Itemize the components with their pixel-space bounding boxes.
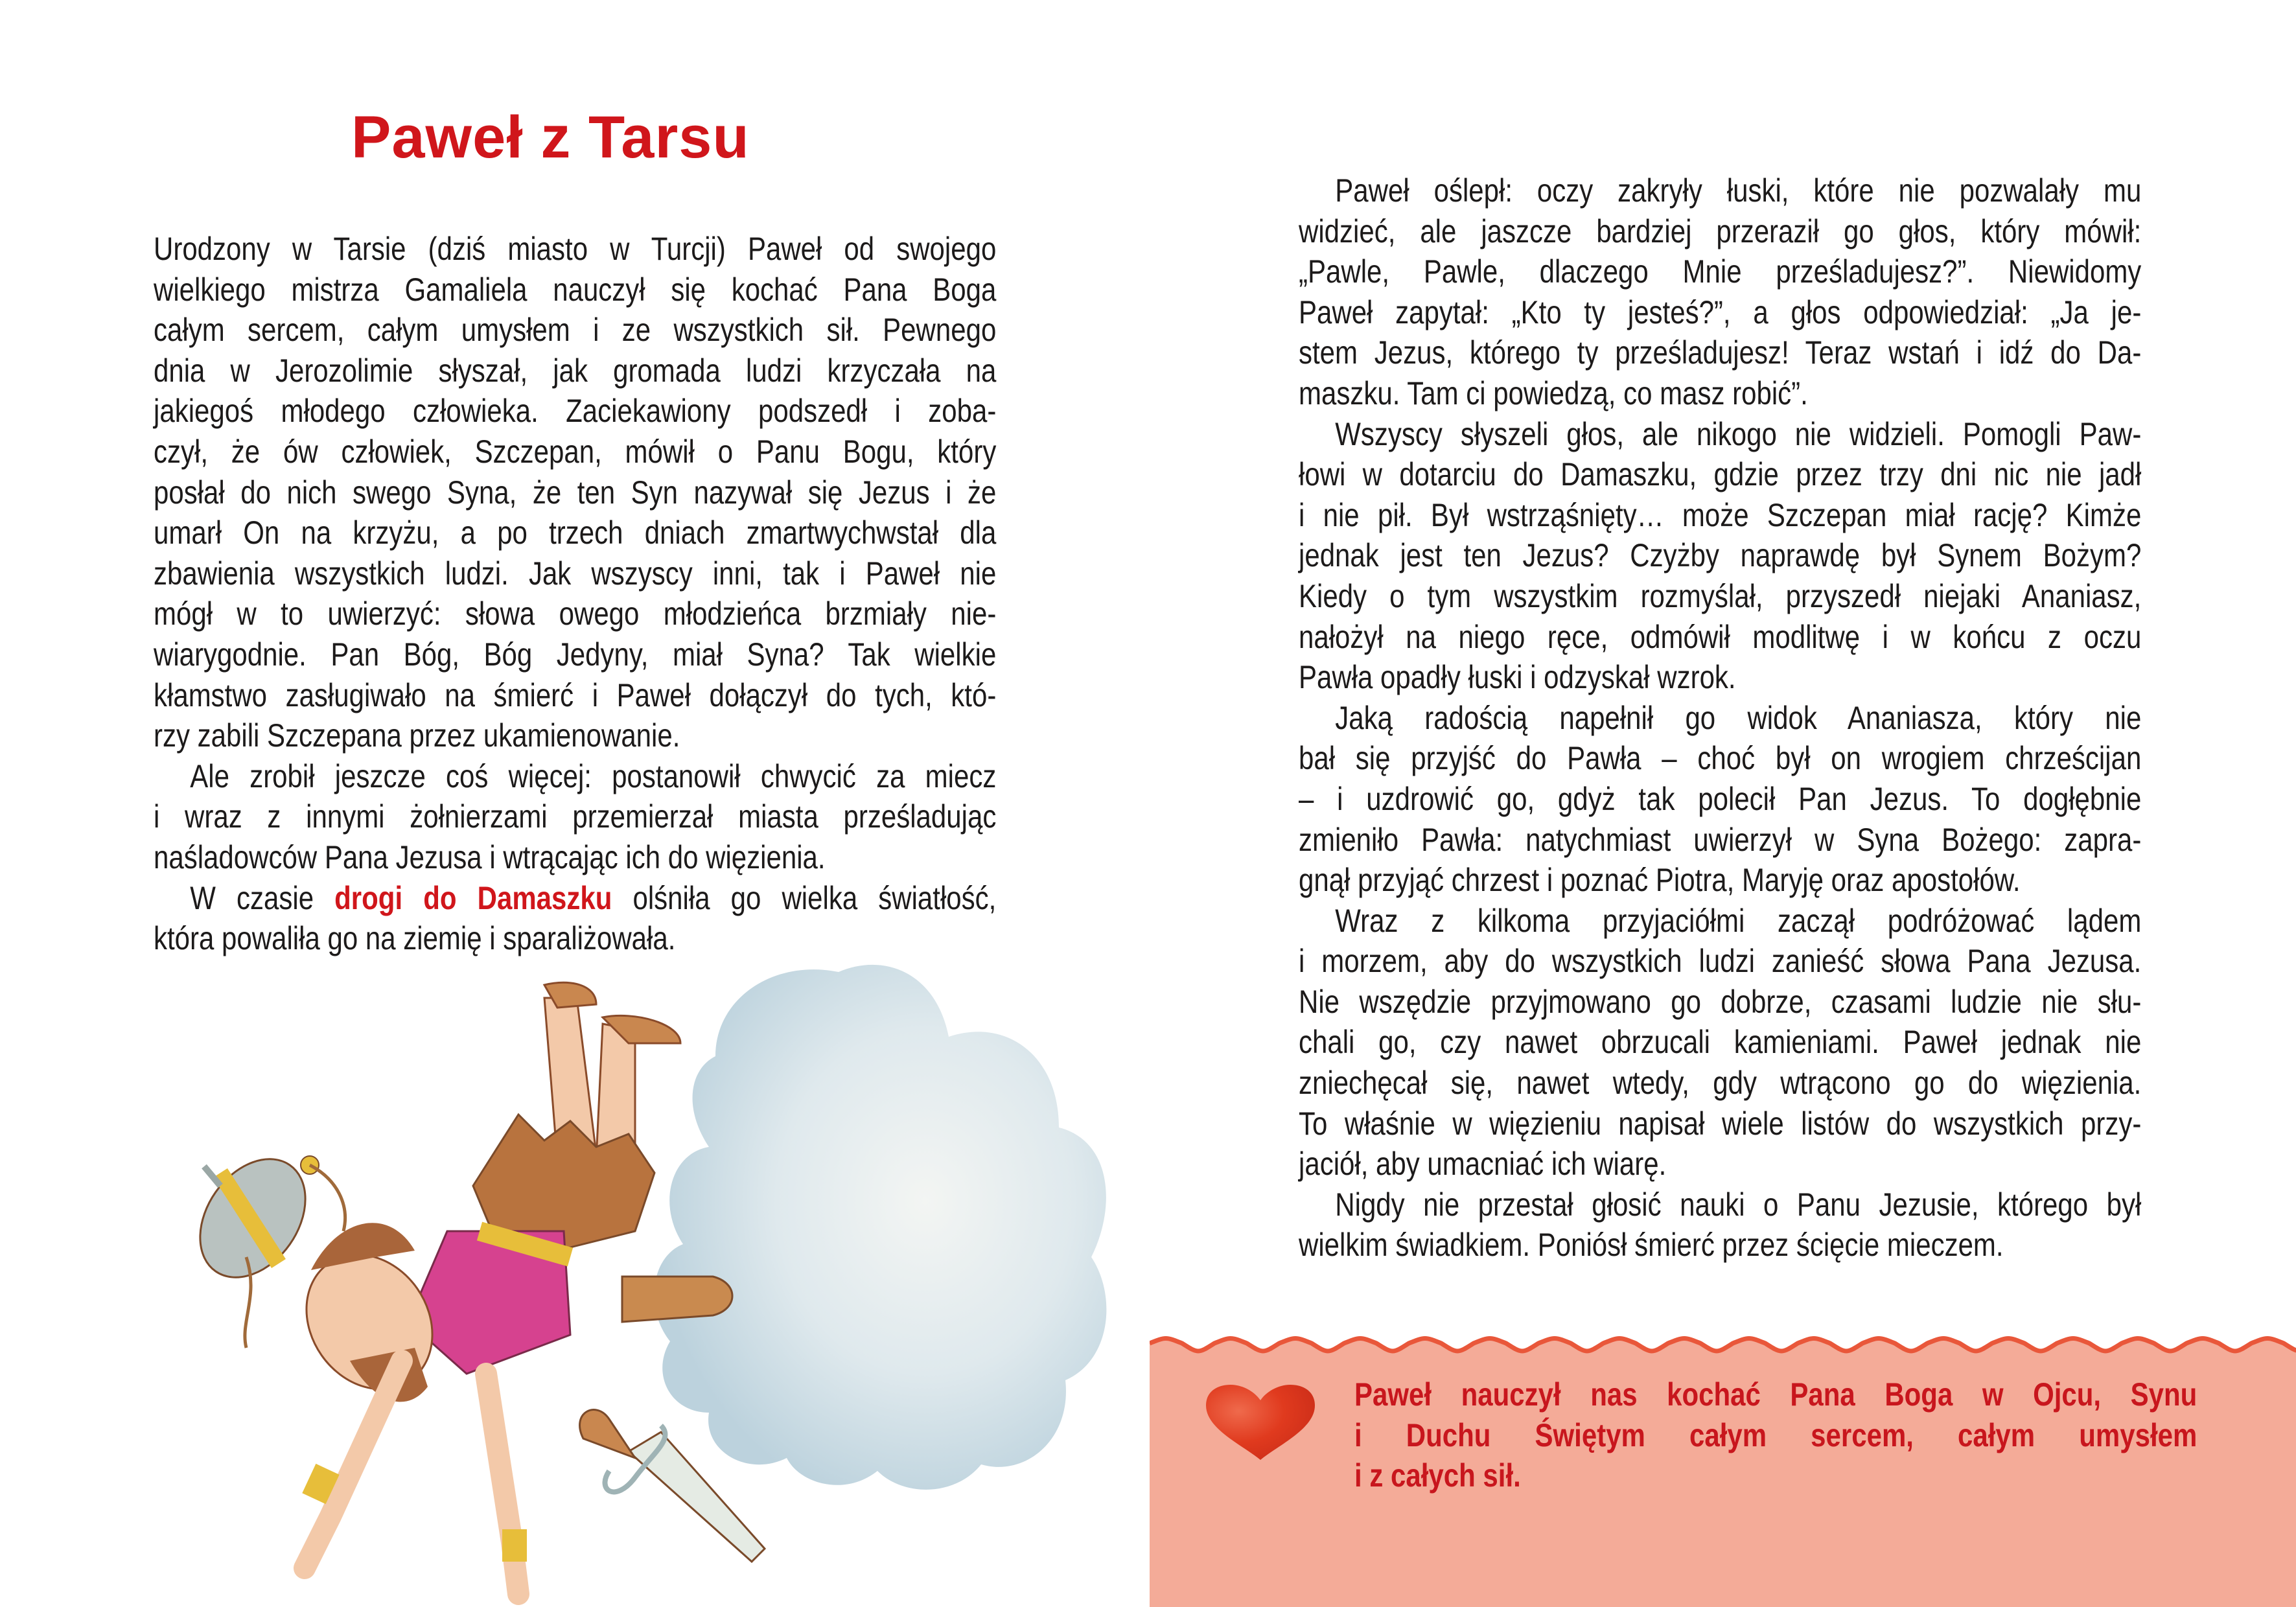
text-line: zniechęcał się, nawet wtedy, gdy wtrącono go do więzienia. bbox=[1299, 1065, 2142, 1102]
text-line: całym sercem, całym umysłem i ze wszystkich sił. Pewnego bbox=[154, 312, 997, 349]
text-line: Pawła opadły łuski i odzyskał wzrok. bbox=[1299, 659, 1736, 696]
text-line: bał się przyjść do Pawła – choć był on wrogiem chrześcijan bbox=[1299, 740, 2142, 777]
sword-icon bbox=[580, 1410, 765, 1562]
text-line: Urodzony w Tarsie (dziś miasto w Turcji) Paweł od swojego bbox=[154, 231, 997, 267]
falling-paul-illustration bbox=[181, 959, 1024, 1607]
text-line: mógł w to uwierzyć: słowa owego młodzieńca brzmiały nie- bbox=[154, 595, 997, 632]
callout-line: Paweł nauczył nas kochać Pana Boga w Ojcu, Synu bbox=[1354, 1376, 2197, 1413]
text-line: Wraz z kilkoma przyjaciółmi zaczął podróżować lądem bbox=[1335, 902, 2142, 939]
text-line: Nigdy nie przestał głosić nauki o Panu Jezusie, którego był bbox=[1335, 1186, 2142, 1223]
text-line: umarł On na krzyżu, a po trzech dniach zmartwychwstał dla bbox=[154, 514, 997, 551]
callout-line: i Duchu Świętym całym sercem, całym umysłem bbox=[1354, 1416, 2197, 1453]
text-line: widzieć, ale jaszcze bardziej przeraził go głos, który mówił: bbox=[1299, 213, 2142, 249]
text-line: kłamstwo zasługiwało na śmierć i Paweł dołączył do tych, któ- bbox=[154, 676, 997, 713]
text-line: Kiedy o tym wszystkim rozmyślał, przyszedł niejaki Ananiasz, bbox=[1299, 577, 2142, 614]
text-line: jaciół, aby umacniać ich wiarę. bbox=[1299, 1146, 1667, 1183]
text-line: i nie pił. Był wstrząśnięty… może Szczepan miał rację? Kimże bbox=[1299, 496, 2142, 533]
page-title: Paweł z Tarsu bbox=[351, 104, 750, 170]
text-line: i morzem, aby do wszystkich ludzi zanieść słowa Pana Jezusa. bbox=[1299, 943, 2142, 980]
text-line: wiarygodnie. Pan Bóg, Bóg Jedyny, miał Syna? Tak wielkie bbox=[154, 636, 997, 673]
arm-left bbox=[305, 1361, 402, 1568]
text-line: czył, że ów człowiek, Szczepan, mówił o Panu Bogu, który bbox=[154, 433, 997, 470]
highlight-road-to-damascus: drogi do Damaszku bbox=[334, 879, 612, 916]
text-line: jakiegoś młodego człowieka. Zaciekawiony podszedł i zoba- bbox=[154, 393, 997, 430]
text-line: gnął przyjąć chrzest i poznać Piotra, Maryję oraz apostołów. bbox=[1299, 862, 2021, 899]
text-line: Jaką radością napełnił go widok Ananiasza, który nie bbox=[1335, 699, 2142, 736]
text-line: wielkim świadkiem. Poniósł śmierć przez ścięcie mieczem. bbox=[1299, 1227, 2004, 1264]
callout-box bbox=[1150, 1332, 2296, 1607]
text-line: dnia w Jerozolimie słyszał, jak gromada ludzi krzyczała na bbox=[154, 352, 997, 389]
text-line: i wraz z innymi żołnierzami przemierzał miasta prześladując bbox=[154, 798, 997, 835]
left-column-text bbox=[154, 229, 996, 959]
text-line: jednak jest ten Jezus? Czyżby naprawdę był Synem Bożym? bbox=[1299, 537, 2142, 574]
scabbard bbox=[622, 1277, 732, 1322]
text-line: rzy zabili Szczepana przez ukamienowanie. bbox=[154, 717, 680, 754]
text-line: stem Jezus, którego ty prześladujesz! Teraz wstań i idź do Da- bbox=[1299, 334, 2142, 371]
text-line: Ale zrobił jeszcze coś więcej: postanowił chwycić za miecz bbox=[190, 757, 997, 794]
head bbox=[281, 1223, 458, 1414]
text-line: zbawienia wszystkich ludzi. Jak wszyscy inni, tak i Paweł nie bbox=[154, 555, 997, 592]
text-line: chali go, czy nawet obrzucali kamieniami. Paweł jednak nie bbox=[1299, 1024, 2142, 1061]
text-line: Wszyscy słyszeli głos, ale nikogo nie widzieli. Pomogli Paw- bbox=[1335, 415, 2142, 452]
text-line: zmieniło Pawła: natychmiast uwierzył w Syna Bożego: zapra- bbox=[1299, 821, 2142, 858]
callout-text bbox=[1354, 1374, 2197, 1496]
text-line: – i uzdrowić go, gdyż tak polecił Pan Jezus. To dogłębnie bbox=[1299, 780, 2142, 817]
text-line: maszku. Tam ci powiedzą, co masz robić”. bbox=[1299, 375, 1808, 411]
text-line: łowi w dotarciu do Damaszku, gdzie przez trzy dni nic nie jadł bbox=[1299, 456, 2142, 493]
text-line: Paweł oślepł: oczy zakryły łuski, które nie pozwalały mu bbox=[1335, 172, 2142, 209]
text-line: nałożył na niego ręce, odmówił modlitwę i w końcu z oczu bbox=[1299, 618, 2142, 655]
text-line: W czasie drogi do Damaszku olśniła go wielka światłość, bbox=[190, 879, 997, 916]
text-line: „Pawle, Pawle, dlaczego Mnie prześladujesz?”. Niewidomy bbox=[1299, 253, 2142, 290]
text-line: posłał do nich swego Syna, że ten Syn nazywał się Jezus i że bbox=[154, 474, 997, 511]
text-line: To właśnie w więzieniu napisał wiele listów do wszystkich przy- bbox=[1299, 1105, 2142, 1142]
text-line: Paweł zapytał: „Kto ty jesteś?”, a głos odpowiedział: „Ja je- bbox=[1299, 294, 2142, 330]
text-line: która powaliła go na ziemię i sparaliżowała. bbox=[154, 920, 676, 957]
text-line: naśladowców Pana Jezusa i wtrącając ich do więzienia. bbox=[154, 838, 826, 875]
right-column-text bbox=[1299, 170, 2141, 1266]
text-line: Nie wszędzie przyjmowano go dobrze, czasami ludzie nie słu- bbox=[1299, 983, 2142, 1020]
heart-icon bbox=[1203, 1383, 1317, 1461]
text-line: wielkiego mistrza Gamaliela nauczył się kochać Pana Boga bbox=[154, 271, 997, 308]
callout-line: i z całych sił. bbox=[1354, 1457, 1521, 1494]
